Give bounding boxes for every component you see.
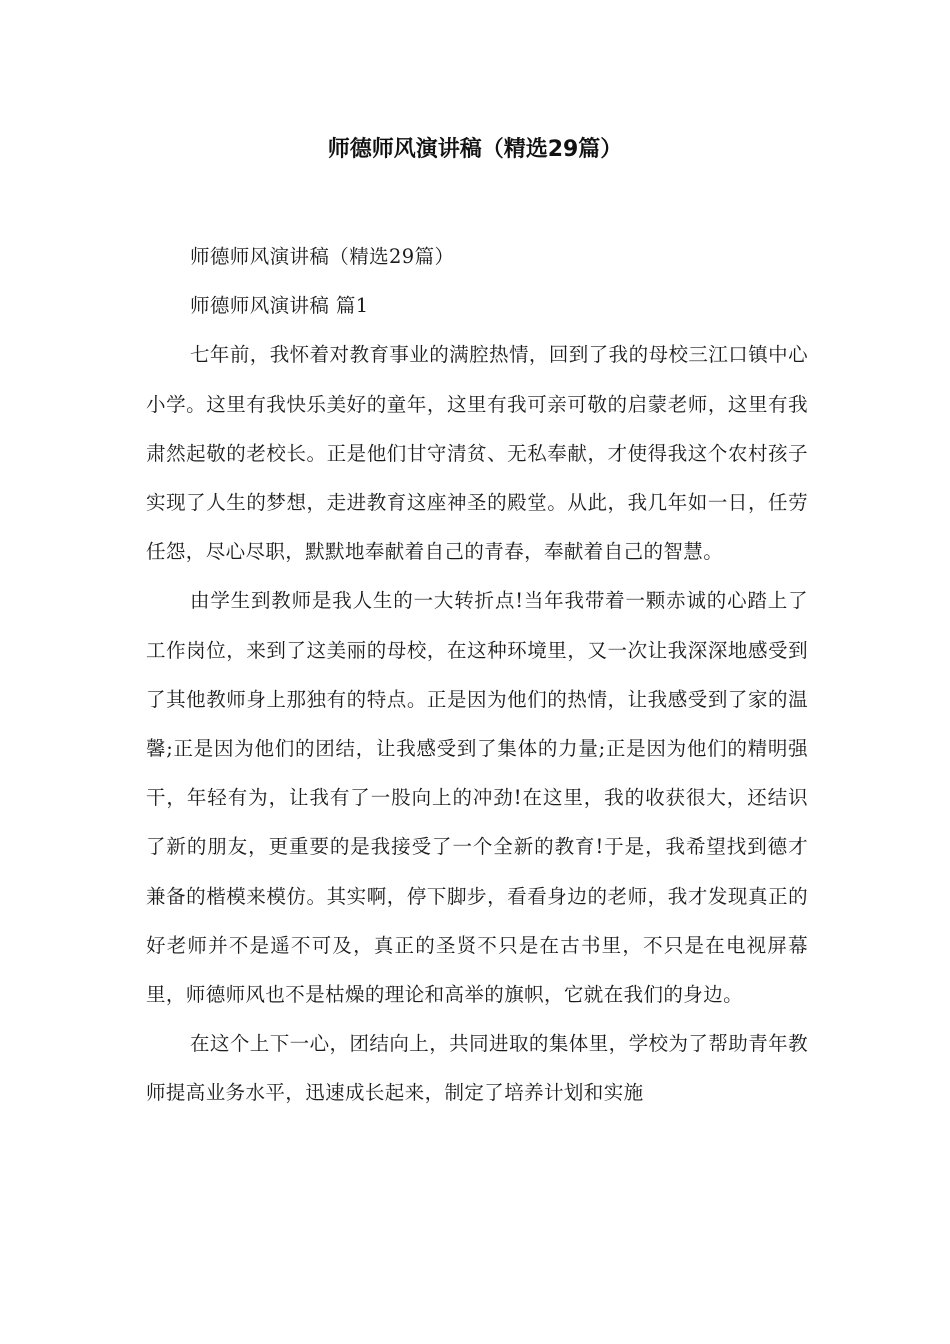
document-body: [146, 232, 808, 1118]
paragraph: 七年前，我怀着对教育事业的满腔热情，回到了我的母校三江口镇中心小学。这里有我快乐美好的童年，这里有我可亲可敬的启蒙老师，这里有我肃然起敬的老校长。正是他们甘守清贫、无私奉献，才使得我这个农村孩子实现了人生的梦想，走进教育这座神圣的殿堂。从此，我几年如一日，任劳任怨，尽心尽职，默默地奉献着自己的青春，奉献着自己的智慧。: [146, 343, 808, 564]
paragraph: 在这个上下一心，团结向上，共同进取的集体里，学校为了帮助青年教师提高业务水平，迅速成长起来，制定了培养计划和实施: [146, 1032, 808, 1105]
document-title: 师德师风演讲稿（精选29篇）: [327, 137, 623, 162]
paragraph: 由学生到教师是我人生的一大转折点!当年我带着一颗赤诚的心踏上了工作岗位，来到了这美丽的母校，在这种环境里，又一次让我深深地感受到了其他教师身上那独有的特点。正是因为他们的热情，让我感受到了家的温馨;正是因为他们的团结，让我感受到了集体的力量;正是因为他们的精明强干，年轻有为，让我有了一股向上的冲劲!在这里，我的收获很大，还结识了新的朋友，更重要的是我接受了一个全新的教育!于是，我希望找到德才兼备的楷模来模仿。其实啊，停下脚步，看看身边的老师，我才发现真正的好老师并不是遥不可及，真正的圣贤不只是在古书里，不只是在电视屏幕里，师德师风也不是枯燥的理论和高举的旗帜，它就在我们的身边。: [146, 589, 808, 1007]
section-heading: 师德师风演讲稿 篇1: [190, 294, 369, 318]
document-subtitle: 师德师风演讲稿（精选29篇）: [190, 245, 455, 268]
